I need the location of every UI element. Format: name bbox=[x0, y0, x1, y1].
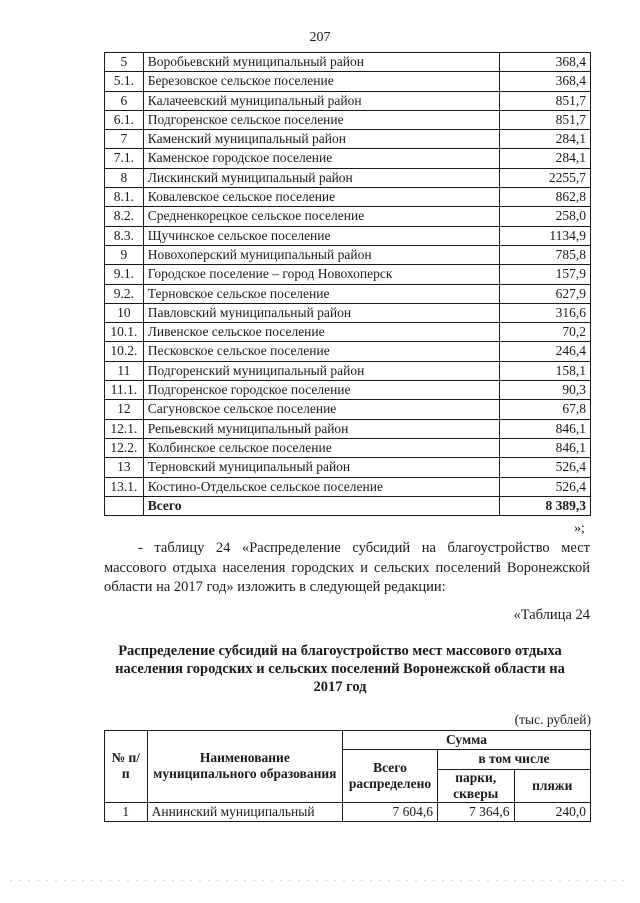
cell-num: 12 bbox=[105, 400, 144, 419]
cell-name: Березовское сельское поселение bbox=[143, 72, 500, 91]
total-val: 8 389,3 bbox=[500, 496, 591, 515]
header-num: № п/п bbox=[105, 731, 148, 803]
cell-name: Воробьевский муниципальный район bbox=[143, 53, 500, 72]
cell-value: 284,1 bbox=[500, 149, 591, 168]
cell-value: 368,4 bbox=[500, 53, 591, 72]
cell-name: Щучинское сельское поселение bbox=[143, 226, 500, 245]
cell-value: 157,9 bbox=[500, 265, 591, 284]
cell-num: 8 bbox=[105, 168, 144, 187]
cell-name: Костино-Отдельское сельское поселение bbox=[143, 477, 500, 496]
table-label: «Таблица 24 bbox=[513, 607, 590, 623]
cell-num: 6.1. bbox=[105, 110, 144, 129]
cell-num: 8.3. bbox=[105, 226, 144, 245]
cell-name: Каменское городское поселение bbox=[143, 149, 500, 168]
table-row bbox=[105, 265, 591, 284]
cell-value: 2255,7 bbox=[500, 168, 591, 187]
table-row bbox=[105, 802, 591, 821]
cell-name: Подгоренский муниципальный район bbox=[143, 361, 500, 380]
table-row bbox=[105, 381, 591, 400]
cell-name: Каменский муниципальный район bbox=[143, 130, 500, 149]
cell-num: 8.2. bbox=[105, 207, 144, 226]
cell-value: 246,4 bbox=[500, 342, 591, 361]
table-row bbox=[105, 53, 591, 72]
cell-name: Терновское сельское поселение bbox=[143, 284, 500, 303]
total-name: Всего bbox=[143, 496, 500, 515]
cell-name: Подгоренское сельское поселение bbox=[143, 110, 500, 129]
closing-quote-mark: »; bbox=[574, 521, 585, 536]
table-row bbox=[105, 419, 591, 438]
cell-name: Лискинский муниципальный район bbox=[143, 168, 500, 187]
cell-num: 10.1. bbox=[105, 323, 144, 342]
table-row bbox=[105, 477, 591, 496]
cell-num: 8.1. bbox=[105, 188, 144, 207]
cell-name: Калачеевский муниципальный район bbox=[143, 91, 500, 110]
cell-value: 67,8 bbox=[500, 400, 591, 419]
table-row bbox=[105, 361, 591, 380]
cell-num: 9.2. bbox=[105, 284, 144, 303]
total-row bbox=[105, 496, 591, 515]
cell-num: 5 bbox=[105, 53, 144, 72]
cell-name: Городское поселение – город Новохоперск bbox=[143, 265, 500, 284]
cell-beaches: 240,0 bbox=[514, 802, 591, 821]
cell-num: 5.1. bbox=[105, 72, 144, 91]
cell-value: 70,2 bbox=[500, 323, 591, 342]
header-parks: парки, скверы bbox=[437, 769, 514, 802]
table-title: Распределение субсидий на благоустройство мест массового отдыха населения городских и сельских поселений Воронежской области на 2017 год bbox=[115, 643, 565, 695]
table-row bbox=[105, 342, 591, 361]
cell-num: 7.1. bbox=[105, 149, 144, 168]
table-row bbox=[105, 284, 591, 303]
header-name: Наименование муниципального образования bbox=[147, 731, 342, 803]
subsidy-table-continuation bbox=[104, 52, 591, 516]
cell-value: 862,8 bbox=[500, 188, 591, 207]
cell-num: 10 bbox=[105, 303, 144, 322]
cell-name: Новохоперский муниципальный район bbox=[143, 245, 500, 264]
cell-num: 6 bbox=[105, 91, 144, 110]
cell-name: Подгоренское городское поселение bbox=[143, 381, 500, 400]
cell-num: 7 bbox=[105, 130, 144, 149]
amendment-paragraph: - таблицу 24 «Распределение субсидий на благоустройство мест массового отдыха населения городских и сельских поселений Воронежской области на 2017 год» изложить в следующей редакции: bbox=[104, 540, 590, 595]
table-row bbox=[105, 226, 591, 245]
header-sum: Сумма bbox=[343, 731, 591, 750]
cell-value: 90,3 bbox=[500, 381, 591, 400]
cell-num: 13 bbox=[105, 458, 144, 477]
table-row bbox=[105, 245, 591, 264]
cell-num: 11 bbox=[105, 361, 144, 380]
cell-value: 284,1 bbox=[500, 130, 591, 149]
cell-num: 1 bbox=[105, 802, 148, 821]
table-row bbox=[105, 400, 591, 419]
cell-num: 12.1. bbox=[105, 419, 144, 438]
table-row bbox=[105, 130, 591, 149]
cell-name: Аннинский муниципальный bbox=[147, 802, 342, 821]
table-row bbox=[105, 149, 591, 168]
cell-value: 851,7 bbox=[500, 110, 591, 129]
cell-name: Средненкорецкое сельское поселение bbox=[143, 207, 500, 226]
cell-value: 258,0 bbox=[500, 207, 591, 226]
cell-value: 368,4 bbox=[500, 72, 591, 91]
cell-name: Терновский муниципальный район bbox=[143, 458, 500, 477]
table-row bbox=[105, 168, 591, 187]
header-total: Всего распределено bbox=[343, 750, 438, 802]
cell-num: 9.1. bbox=[105, 265, 144, 284]
cell-name: Павловский муниципальный район bbox=[143, 303, 500, 322]
cell-value: 158,1 bbox=[500, 361, 591, 380]
cell-value: 316,6 bbox=[500, 303, 591, 322]
table-row bbox=[105, 303, 591, 322]
table-row bbox=[105, 438, 591, 457]
cell-num: 12.2. bbox=[105, 438, 144, 457]
table-row bbox=[105, 91, 591, 110]
cell-num: 10.2. bbox=[105, 342, 144, 361]
scan-artifact bbox=[10, 880, 630, 881]
table-row bbox=[105, 72, 591, 91]
cell-value: 846,1 bbox=[500, 419, 591, 438]
cell-name: Песковское сельское поселение bbox=[143, 342, 500, 361]
cell-num: 13.1. bbox=[105, 477, 144, 496]
total-empty-cell bbox=[105, 496, 144, 515]
table-header bbox=[105, 731, 591, 803]
cell-name: Репьевский муниципальный район bbox=[143, 419, 500, 438]
table-row bbox=[105, 458, 591, 477]
cell-value: 1134,9 bbox=[500, 226, 591, 245]
cell-value: 846,1 bbox=[500, 438, 591, 457]
cell-num: 11.1. bbox=[105, 381, 144, 400]
table-row bbox=[105, 323, 591, 342]
cell-value: 785,8 bbox=[500, 245, 591, 264]
header-including: в том числе bbox=[437, 750, 590, 769]
cell-value: 526,4 bbox=[500, 458, 591, 477]
units-label: (тыс. рублей) bbox=[514, 712, 591, 727]
cell-num: 9 bbox=[105, 245, 144, 264]
cell-name: Колбинское сельское поселение bbox=[143, 438, 500, 457]
subsidy-table-body bbox=[105, 53, 591, 516]
cell-value: 851,7 bbox=[500, 91, 591, 110]
table2-body bbox=[105, 802, 591, 821]
header-beaches: пляжи bbox=[514, 769, 591, 802]
cell-parks: 7 364,6 bbox=[437, 802, 514, 821]
cell-total: 7 604,6 bbox=[343, 802, 438, 821]
cell-name: Сагуновское сельское поселение bbox=[143, 400, 500, 419]
page-number: 207 bbox=[309, 30, 331, 45]
cell-name: Ковалевское сельское поселение bbox=[143, 188, 500, 207]
cell-value: 627,9 bbox=[500, 284, 591, 303]
beach-park-subsidy-table bbox=[104, 730, 591, 822]
table-row bbox=[105, 110, 591, 129]
cell-name: Ливенское сельское поселение bbox=[143, 323, 500, 342]
table-row bbox=[105, 188, 591, 207]
table-row bbox=[105, 207, 591, 226]
cell-value: 526,4 bbox=[500, 477, 591, 496]
